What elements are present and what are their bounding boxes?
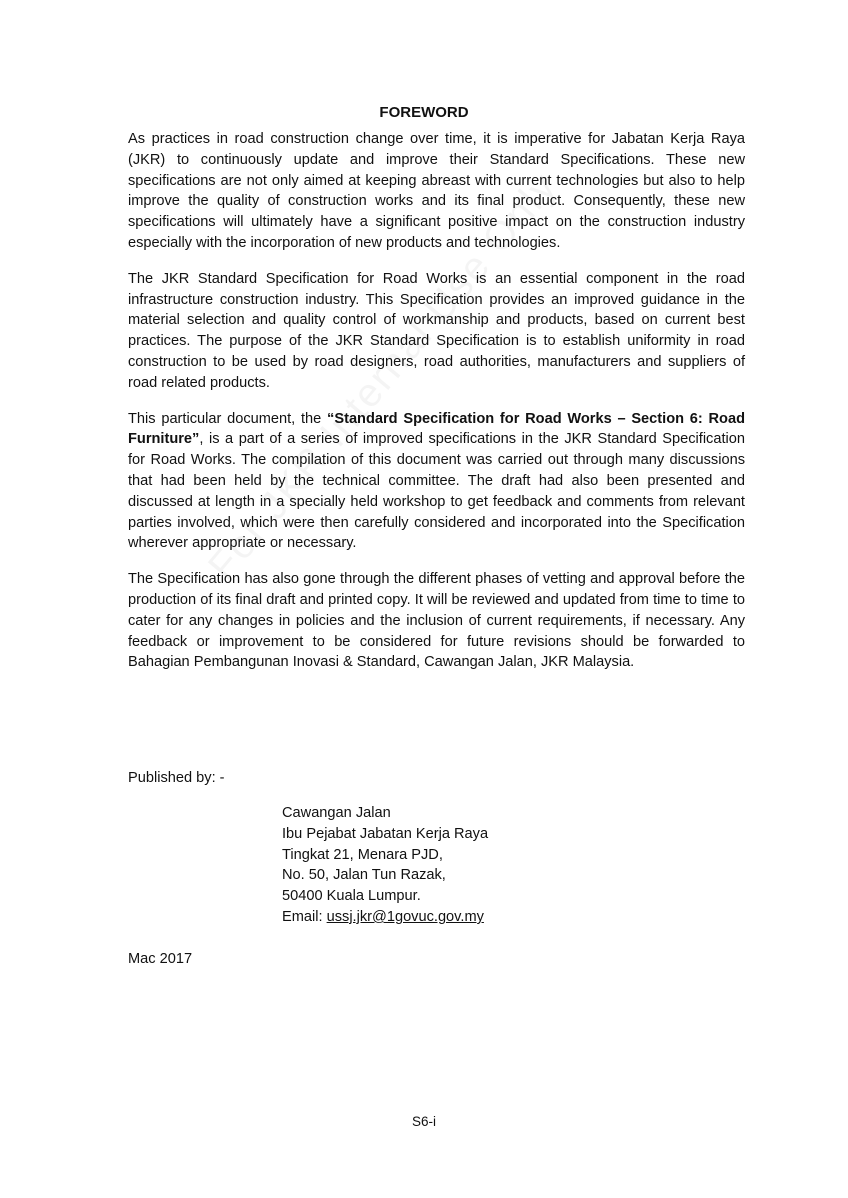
document-section-title: “Standard Specification for Road Works – Section 6: Road Furniture” [128,410,746,448]
paragraph-3-text-start: This particular document, the [128,410,328,427]
email-line [282,907,488,928]
email-label: Email: [282,908,327,925]
address-line: Tingkat 21, Menara PJD, [282,846,443,863]
page-title: FOREWORD [379,104,469,121]
paragraph-1 [128,129,745,254]
paragraph-2-text: The JKR Standard Specification for Road Works is an essential component in the road infrastructure construction industry. This Specification provides an improved guidance in the material selection and quality control of workmanship and products, based on current best practices. The purpose of the JKR Standard Specification is to establish uniformity in road construction to be used by road designers, road authorities, manufacturers and suppliers of road related products. [128,270,745,391]
address-line: Cawangan Jalan [282,805,391,821]
paragraph-4-text: The Specification has also gone through the different phases of vetting and approval before the production of its final draft and printed copy. It will be reviewed and updated from time to time to cater for any changes in policies and the inclusion of current requirements, if necessary. Any feedback or improvement to be considered for future revisions should be forwarded to Bahagian Pembangunan Inovasi & Standard, Cawangan Jalan, JKR Malaysia. [128,571,745,671]
foreword-body [128,129,745,688]
paragraph-3-text-end: , is a part of a series of improved specifications in the JKR Standard Specification for Road Works. The compilation of this document was carried out through many discussions that had been held by the technical committee. The draft had also been presented and discussed at length in a specially held workshop to get feedback and comments from relevant parties involved, which were then carefully considered and incorporated into the Specification wherever appropriate or necessary. [128,431,745,552]
publisher-address [282,803,488,928]
paragraph-4 [128,569,745,673]
email-link[interactable]: ussj.jkr@1govuc.gov.my [326,908,484,925]
paragraph-2 [128,269,745,394]
paragraph-3 [128,409,745,555]
address-line: No. 50, Jalan Tun Razak, [282,867,446,884]
publication-date: Mac 2017 [128,951,193,967]
address-line: 50400 Kuala Lumpur. [282,888,421,905]
paragraph-1-text: As practices in road construction change over time, it is imperative for Jabatan Kerja Raya (JKR) to continuously update and improve their Standard Specifications. These new specifications are not only aimed at keeping abreast with current technologies but also to help improve the quality of construction works and its final product. Consequently, these new specifications will ultimately have a significant positive impact on the construction industry especially with the incorporation of new products and technologies. [128,131,745,251]
published-by-label: Published by: - [128,770,225,786]
page-number: S6-i [411,1114,436,1129]
address-line: Ibu Pejabat Jabatan Kerja Raya [282,825,489,842]
